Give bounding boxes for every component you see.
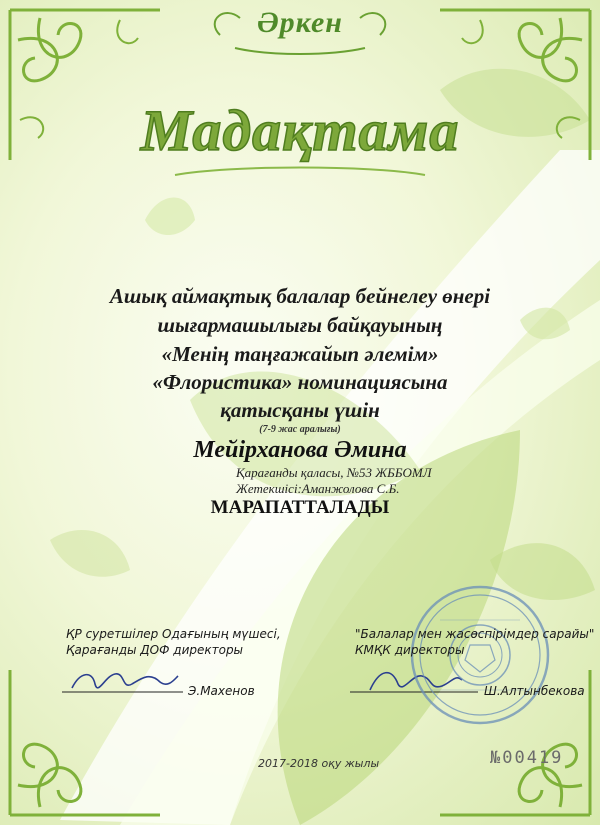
serial-number: №00419 [490, 748, 564, 768]
body-line-3: «Менің таңғажайып әлемім» [161, 342, 439, 366]
leaf-left [50, 530, 130, 577]
recipient-name: Мейірханова Әмина [193, 437, 407, 463]
body-line-4: «Флористика» номинациясына [152, 370, 448, 394]
leaf-drop-1 [145, 198, 195, 236]
award-text: МАРАПАТТАЛАДЫ [210, 497, 390, 518]
academic-year: 2017-2018 оқу жылы [258, 757, 380, 770]
body-line-2: шығармашылығы байқауының [157, 313, 443, 337]
certificate-title: Мадақтама [140, 98, 460, 163]
left-signatory-title-2: Қарағанды ДОФ директоры [66, 643, 244, 657]
teacher-line: Жетекшісі:Аманжолова С.Б. [236, 481, 400, 496]
right-signatory-name: Ш.Алтынбекова [484, 684, 585, 698]
left-signatory-name: Э.Махенов [188, 684, 255, 698]
school-line: Қарағанды қаласы, №53 ЖББОМЛ [236, 465, 432, 480]
title-flourish [175, 168, 425, 176]
body-line-1: Ашық аймақтық балалар бейнелеу өнері [109, 284, 491, 308]
right-signatory-title-2: КМҚК директоры [355, 643, 465, 657]
right-signatory-title-1: "Балалар мен жасөспірімдер сарайы" [355, 627, 595, 641]
left-signatory-title-1: ҚР суретшілер Одағының мүшесі, [66, 627, 281, 641]
body-line-5: қатысқаны үшін [220, 398, 380, 422]
brand-logo: Әркен [257, 6, 343, 39]
age-group: (7-9 жас аралығы) [259, 424, 341, 435]
